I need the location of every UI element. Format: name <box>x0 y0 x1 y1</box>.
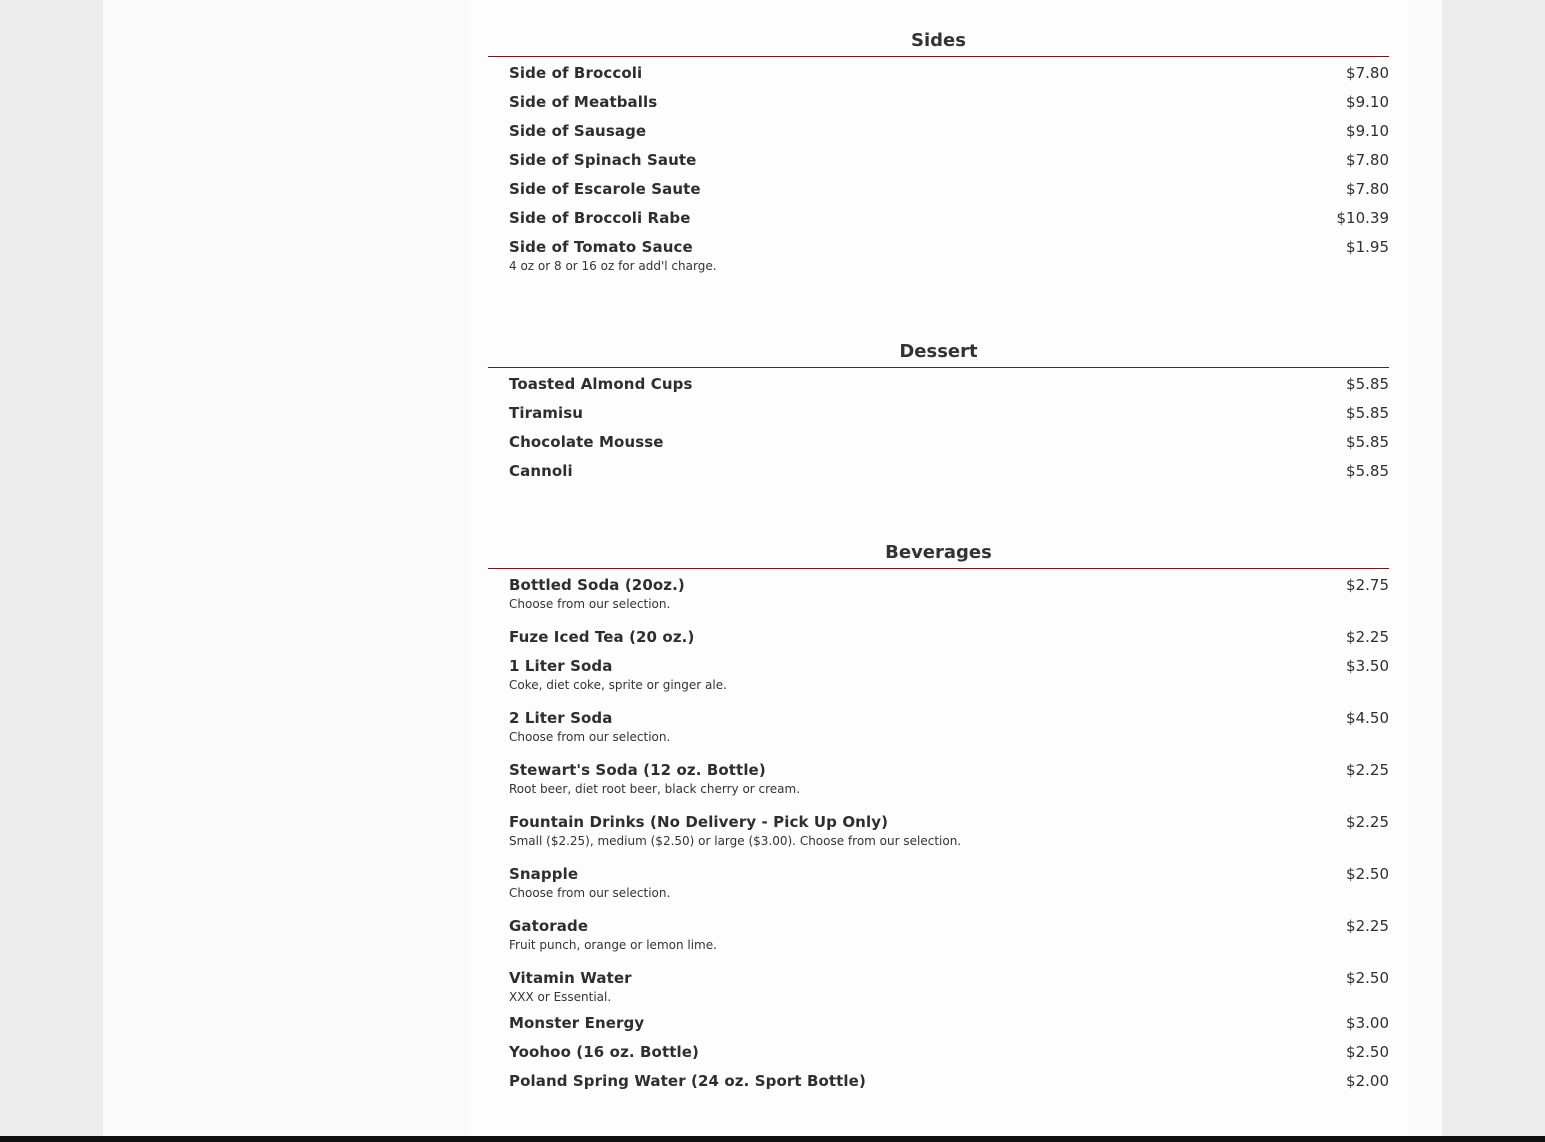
item-price: $2.25 <box>1346 761 1389 779</box>
item-price: $2.00 <box>1346 1072 1389 1090</box>
item-name[interactable]: Side of Escarole Saute <box>509 180 701 198</box>
menu-item[interactable] <box>509 915 1389 967</box>
item-name[interactable]: Side of Broccoli Rabe <box>509 209 691 227</box>
menu-item[interactable] <box>509 967 1389 1012</box>
item-list <box>488 569 1389 1099</box>
item-name[interactable]: Fountain Drinks (No Delivery - Pick Up Only) <box>509 813 889 831</box>
item-name[interactable]: Side of Tomato Sauce <box>509 238 693 256</box>
item-name[interactable]: Side of Spinach Saute <box>509 151 697 169</box>
menu-section-beverages <box>488 538 1389 1099</box>
menu-item[interactable] <box>509 91 1389 120</box>
item-price: $3.50 <box>1346 657 1389 675</box>
menu-section-sides <box>488 26 1389 281</box>
menu-item[interactable] <box>509 149 1389 178</box>
item-price: $2.50 <box>1346 865 1389 883</box>
item-name[interactable]: Side of Meatballs <box>509 93 658 111</box>
item-price: $2.25 <box>1346 628 1389 646</box>
item-price: $5.85 <box>1346 404 1389 422</box>
item-price: $10.39 <box>1336 209 1389 227</box>
menu-item[interactable] <box>509 460 1389 489</box>
item-price: $5.85 <box>1346 375 1389 393</box>
menu-item[interactable] <box>509 1012 1389 1041</box>
item-name[interactable]: Toasted Almond Cups <box>509 375 693 393</box>
menu-item[interactable] <box>509 759 1389 811</box>
item-price: $4.50 <box>1346 709 1389 727</box>
page-background <box>103 0 1442 1136</box>
item-price: $2.50 <box>1346 969 1389 987</box>
item-price: $3.00 <box>1346 1014 1389 1032</box>
item-price: $2.25 <box>1346 813 1389 831</box>
item-description: Small ($2.25), medium ($2.50) or large ($3.00). Choose from our selection. <box>509 834 962 848</box>
item-description: Coke, diet coke, sprite or ginger ale. <box>509 678 727 692</box>
section-title: Sides <box>911 30 966 51</box>
item-description: XXX or Essential. <box>509 990 612 1004</box>
item-description: Choose from our selection. <box>509 886 671 900</box>
item-name[interactable]: Tiramisu <box>509 404 584 422</box>
menu-item[interactable] <box>509 62 1389 91</box>
item-name[interactable]: Bottled Soda (20oz.) <box>509 576 685 594</box>
item-description: 4 oz or 8 or 16 oz for add'l charge. <box>509 259 717 273</box>
menu-section-dessert <box>488 337 1389 489</box>
item-name[interactable]: 2 Liter Soda <box>509 709 613 727</box>
menu-item[interactable] <box>509 431 1389 460</box>
item-name[interactable]: Snapple <box>509 865 579 883</box>
item-price: $7.80 <box>1346 64 1389 82</box>
item-description: Fruit punch, orange or lemon lime. <box>509 938 717 952</box>
menu-item[interactable] <box>509 863 1389 915</box>
item-name[interactable]: Fuze Iced Tea (20 oz.) <box>509 628 695 646</box>
menu-item[interactable] <box>509 207 1389 236</box>
menu-item[interactable] <box>509 402 1389 431</box>
menu-item[interactable] <box>509 574 1389 626</box>
item-price: $9.10 <box>1346 122 1389 140</box>
menu-item[interactable] <box>509 1041 1389 1070</box>
menu-panel <box>470 0 1408 1136</box>
menu-item[interactable] <box>509 120 1389 149</box>
item-list <box>488 57 1389 281</box>
item-name[interactable]: Chocolate Mousse <box>509 433 664 451</box>
item-price: $7.80 <box>1346 180 1389 198</box>
item-name[interactable]: 1 Liter Soda <box>509 657 613 675</box>
menu-item[interactable] <box>509 373 1389 402</box>
item-price: $5.85 <box>1346 462 1389 480</box>
item-name[interactable]: Gatorade <box>509 917 589 935</box>
menu-item[interactable] <box>509 707 1389 759</box>
item-price: $2.75 <box>1346 576 1389 594</box>
section-title: Beverages <box>885 542 992 563</box>
item-name[interactable]: Poland Spring Water (24 oz. Sport Bottle) <box>509 1072 866 1090</box>
item-name[interactable]: Side of Sausage <box>509 122 647 140</box>
menu-item[interactable] <box>509 178 1389 207</box>
menu-item[interactable] <box>509 811 1389 863</box>
item-price: $2.25 <box>1346 917 1389 935</box>
menu-item[interactable] <box>509 236 1389 281</box>
item-name[interactable]: Cannoli <box>509 462 573 480</box>
menu-item[interactable] <box>509 655 1389 707</box>
item-name[interactable]: Vitamin Water <box>509 969 632 987</box>
bottom-bar <box>0 1136 1545 1142</box>
menu-item[interactable] <box>509 1070 1389 1099</box>
item-description: Root beer, diet root beer, black cherry or cream. <box>509 782 801 796</box>
item-price: $1.95 <box>1346 238 1389 256</box>
item-price: $9.10 <box>1346 93 1389 111</box>
item-name[interactable]: Side of Broccoli <box>509 64 643 82</box>
item-price: $5.85 <box>1346 433 1389 451</box>
section-title: Dessert <box>899 341 978 362</box>
menu-item[interactable] <box>509 626 1389 655</box>
item-price: $7.80 <box>1346 151 1389 169</box>
item-name[interactable]: Stewart's Soda (12 oz. Bottle) <box>509 761 766 779</box>
item-description: Choose from our selection. <box>509 597 671 611</box>
item-list <box>488 368 1389 489</box>
item-description: Choose from our selection. <box>509 730 671 744</box>
item-name[interactable]: Yoohoo (16 oz. Bottle) <box>509 1043 699 1061</box>
item-price: $2.50 <box>1346 1043 1389 1061</box>
item-name[interactable]: Monster Energy <box>509 1014 645 1032</box>
